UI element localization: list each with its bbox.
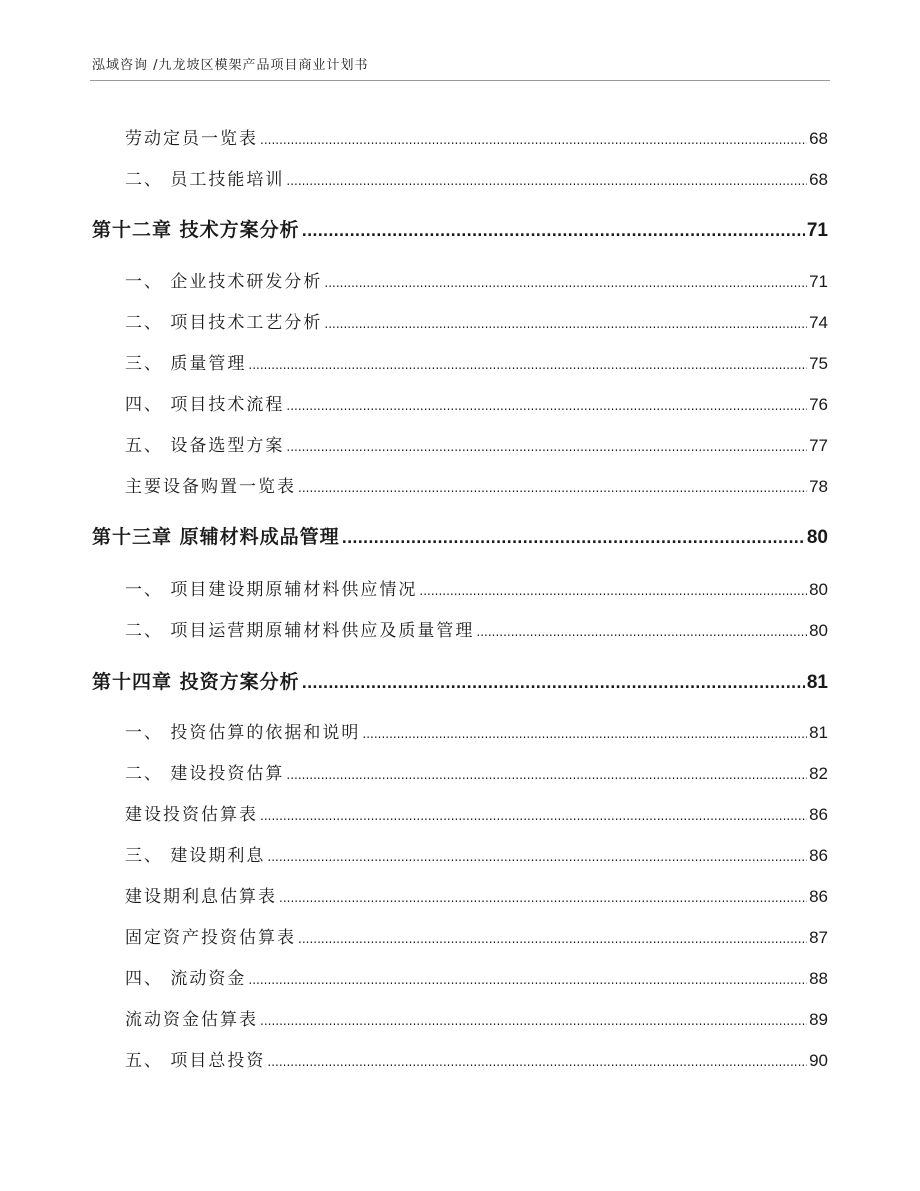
toc-entry-title: 第十三章 原辅材料成品管理 [92,526,340,548]
toc-entry-page: 71 [809,272,828,291]
toc-entry[interactable] [125,800,828,825]
toc-dot-leader [419,584,807,598]
toc-entry[interactable] [125,718,828,743]
toc-chapter-entry[interactable] [92,667,828,694]
toc-entry-title: 二、 建设投资估算 [125,764,285,784]
toc-dot-leader [286,768,807,782]
toc-dot-leader [302,224,805,240]
toc-entry[interactable] [125,964,828,989]
toc-entry[interactable] [125,390,828,415]
toc-entry[interactable] [125,124,828,149]
header-divider [90,80,830,81]
toc-entry-page: 86 [809,805,828,824]
toc-entry[interactable] [125,1005,828,1030]
toc-dot-leader [298,481,807,495]
toc-entry[interactable] [125,1046,828,1071]
toc-entry-page: 68 [809,129,828,148]
toc-entry-page: 87 [809,928,828,947]
toc-entry[interactable] [125,431,828,456]
toc-dot-leader [260,133,807,147]
toc-dot-leader [279,891,807,905]
toc-entry-page: 81 [806,672,828,693]
toc-entry[interactable] [125,923,828,948]
toc-entry[interactable] [125,267,828,292]
toc-entry[interactable] [125,841,828,866]
toc-entry-page: 68 [809,170,828,189]
toc-entry-page: 80 [806,527,828,548]
toc-entry-title: 主要设备购置一览表 [125,477,296,497]
toc-entry-page: 76 [809,395,828,414]
toc-entry-page: 86 [809,887,828,906]
toc-entry[interactable] [125,759,828,784]
toc-entry-title: 四、 项目技术流程 [125,395,285,415]
toc-entry[interactable] [125,616,828,641]
toc-entry-page: 71 [806,220,828,241]
toc-entry-page: 90 [809,1051,828,1070]
toc-dot-leader [286,440,807,454]
toc-dot-leader [476,625,807,639]
toc-entry-title: 固定资产投资估算表 [125,928,296,948]
toc-dot-leader [260,809,807,823]
toc-entry[interactable] [125,308,828,333]
toc-entry[interactable] [125,165,828,190]
toc-entry-page: 86 [809,846,828,865]
toc-dot-leader [342,531,805,547]
toc-entry-title: 四、 流动资金 [125,969,247,989]
toc-entry-page: 74 [809,313,828,332]
toc-entry-page: 80 [809,621,828,640]
toc-dot-leader [286,174,807,188]
toc-entry-title: 第十二章 技术方案分析 [92,219,300,241]
toc-dot-leader [302,676,805,692]
toc-chapter-entry[interactable] [92,215,828,242]
toc-entry-title: 三、 质量管理 [125,354,247,374]
toc-entry-page: 82 [809,764,828,783]
toc-entry-page: 77 [809,436,828,455]
toc-entry[interactable] [125,349,828,374]
toc-dot-leader [260,1014,807,1028]
toc-dot-leader [324,317,807,331]
toc-entry-title: 一、 企业技术研发分析 [125,272,323,292]
toc-entry-title: 二、 项目技术工艺分析 [125,313,323,333]
toc-entry[interactable] [125,575,828,600]
toc-entry-title: 二、 员工技能培训 [125,170,285,190]
toc-entry[interactable] [125,472,828,497]
toc-entry-page: 78 [809,477,828,496]
toc-entry-title: 第十四章 投资方案分析 [92,671,300,693]
toc-dot-leader [324,276,807,290]
toc-entry-title: 建设期利息估算表 [125,887,277,907]
toc-dot-leader [298,932,807,946]
toc-entry-page: 75 [809,354,828,373]
toc-entry-title: 劳动定员一览表 [125,129,258,149]
page-header: 泓域咨询 /九龙坡区模架产品项目商业计划书 [92,58,369,73]
toc-entry-title: 五、 设备选型方案 [125,436,285,456]
toc-entry-page: 81 [809,723,828,742]
toc-entry-title: 一、 项目建设期原辅材料供应情况 [125,580,418,600]
toc-entry-title: 建设投资估算表 [125,805,258,825]
toc-entry-page: 88 [809,969,828,988]
toc-entry-title: 二、 项目运营期原辅材料供应及质量管理 [125,621,475,641]
toc-entry-title: 一、 投资估算的依据和说明 [125,723,361,743]
toc-entry-title: 五、 项目总投资 [125,1051,266,1071]
toc-entry-page: 89 [809,1010,828,1029]
toc-dot-leader [362,727,807,741]
toc-entry-title: 三、 建设期利息 [125,846,266,866]
toc-dot-leader [286,399,807,413]
toc-dot-leader [248,358,807,372]
toc-dot-leader [267,850,807,864]
toc-entry-title: 流动资金估算表 [125,1010,258,1030]
toc-entry-page: 80 [809,580,828,599]
toc-entry[interactable] [125,882,828,907]
toc-dot-leader [248,973,807,987]
toc-dot-leader [267,1055,807,1069]
toc-chapter-entry[interactable] [92,522,828,549]
